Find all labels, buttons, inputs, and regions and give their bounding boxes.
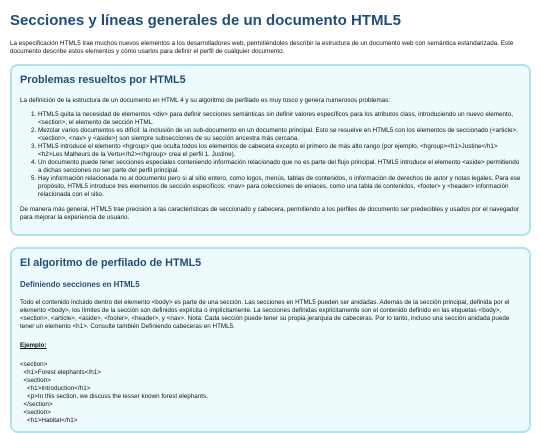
list-item: 4. Un documento puede tener secciones especiales conteniendo información relacionado que no es parte del flujo principal. HTML5 introduce el elemento <aside> permitiendo a dichas secciones no ser parte del perfil principal. xyxy=(38,159,521,175)
list-item: 3. HTML5 introduce el elemento <hgroup> que oculta todos los elementos de cabecera excepto el primero de más alto rango (por ejemplo, <hgroup><h1>Justine</h1><h2>Les Malheurs de la Vertu</h2></hgroup> crea el perfil 1. Justine). xyxy=(38,143,521,159)
section-heading: Problemas resueltos por HTML5 xyxy=(20,74,186,86)
section-subheading: Definiendo secciones en HTML5 xyxy=(20,280,140,289)
list-item: 5. Hay información relacionada no al documento pero si al sitio entero, como logos, menús, tablas de contenidos, o información de derechos de autor y notas legales. Para ese propósito, HTML5 introduce tres elementos de sección específicos: <nav> para colecciones de enlaces, como una tabla de contenidos, <footer> y <header> información relacionada con el sitio. xyxy=(38,175,521,199)
page-title: Secciones y líneas generales de un documento HTML5 xyxy=(10,12,401,29)
code-line: <section> xyxy=(20,377,51,384)
code-line: <h1>Introduction</h1> xyxy=(20,385,91,392)
list-item: 1. HTML5 quita la necesidad de elementos <div> para definir secciones semánticas sin definir valores específicos para los atributos class, introduciendo un nuevo elemento, <section>, el elemento de sección HTML. xyxy=(38,111,521,127)
code-line: <h1>Forest elephants</h1> xyxy=(20,369,101,376)
code-line: <h1>Habitat</h1> xyxy=(20,417,78,424)
code-example xyxy=(20,361,521,425)
list-item: 2. Mezclar varios documentos es difícil: la inclusión de un sub-documento en un documento principal. Esto se resuelve en HTML5 con los elementos de seccionado (<article>, <section>, <nav> y <aside>) son siempre subsecciones de su sección ancestra más cercana. xyxy=(38,127,521,143)
example-label: Ejemplo: xyxy=(20,342,47,349)
problems-list xyxy=(20,111,521,199)
section-paragraph: La definición de la estructura de un documento en HTML 4 y su algoritmo de perfilado es muy tosco y genera numerosos problemas: xyxy=(20,97,391,104)
section-problems xyxy=(10,64,531,236)
intro-paragraph: La especificación HTML5 trae muchos nuevos elementos a los desarrolladores web, permitiéndoles describir la estructura de un documento web con semántica estandarizada. Este documento describe estos elementos y cómo usarlos para definir el perfil de cualquier documento. xyxy=(10,40,514,55)
section-heading: El algoritmo de perfilado de HTML5 xyxy=(20,257,202,269)
code-line: <section> xyxy=(20,361,48,368)
code-line: <p>In this section, we discuss the lesser known forest elephants. xyxy=(20,393,208,400)
code-line: </section> xyxy=(20,401,53,408)
section-paragraph: De manera más general, HTML5 trae precisión a las características de seccionado y cabecera, permitiendo a los perfiles de documento ser predecibles y usados por el navegador para mejorar la experiencia de usuario. xyxy=(20,206,520,221)
code-line: <section> xyxy=(20,409,51,416)
section-outline-algorithm xyxy=(10,247,531,433)
section-paragraph: Todo el contenido incluido dentro del elemento <body> es parte de una sección. Las secciones en HTML5 pueden ser anidadas. Además de la sección principal, definida por el elemento <body>, los límites de la sección son definidos explícita o implícitamente. La secciones definidas explícitamente son el contenido definido en las etiquetas <body>, <section>, <article>, <aside>, <footer>, <header>, y <nav>. Nota: Cada sección puede tener su propia jerarquía de cabeceras. Por lo tanto, incluso una sección anidada puede tener un elemento <h1>. Consulte también Definiendo cabeceras en HTML5. xyxy=(20,299,510,330)
